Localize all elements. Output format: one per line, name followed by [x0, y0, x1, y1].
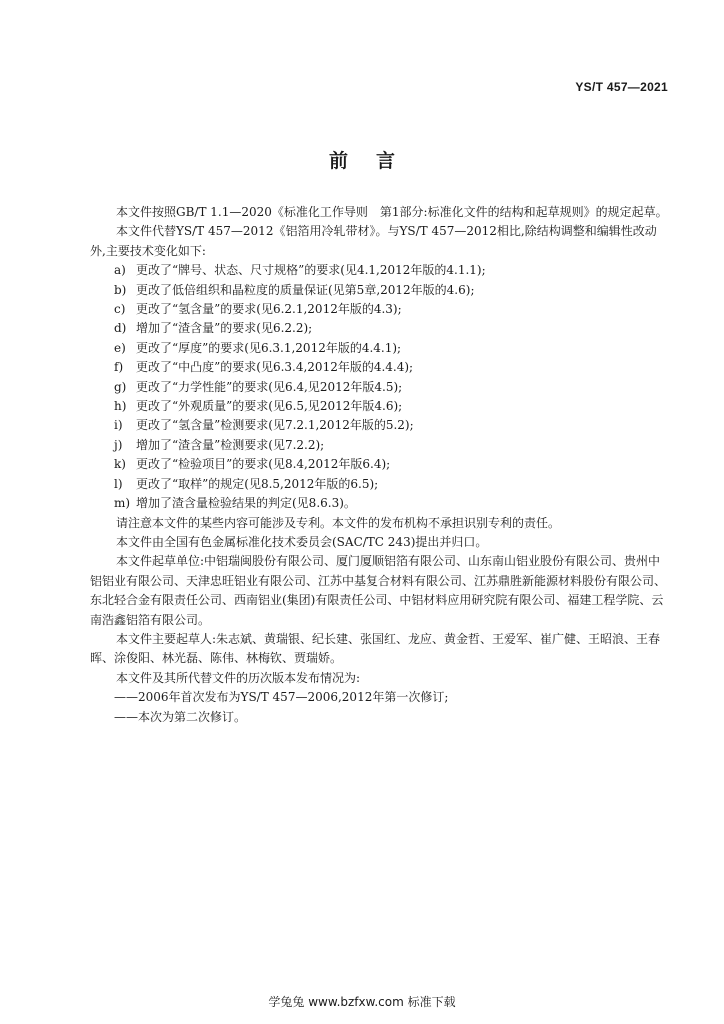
- main-drafters: 本文件主要起草人:朱志斌、黄瑞银、纪长建、张国红、龙应、黄金哲、王爱军、崔广健、王昭浪、王春晖、涂俊阳、林光磊、陈伟、林梅钦、贾瑞娇。: [90, 631, 661, 666]
- list-item-label: k): [114, 457, 126, 472]
- footer-watermark: 学兔兔 www.bzfxw.com 标准下载: [268, 995, 456, 1009]
- list-item-label: i): [114, 418, 123, 433]
- intro-paragraph: 本文件代替YS/T 457—2012《铝箔用冷轧带材》。与YS/T 457—2012相比,除结构调整和编辑性改动外,主要技术变化如下:: [90, 224, 657, 258]
- list-item-text: 增加了渣含量检验结果的判定(见8.6.3)。: [136, 496, 356, 511]
- history-item: ——本次为第二次修订。: [114, 709, 247, 724]
- page-title: 前言: [328, 150, 423, 172]
- list-item: [90, 416, 670, 435]
- document-body: [90, 203, 670, 727]
- list-item-label: j): [114, 437, 123, 452]
- list-item-text: 更改了“氢含量”的要求(见6.2.1,2012年版的4.3);: [136, 302, 402, 317]
- list-item-label: l): [114, 476, 123, 491]
- list-item-label: h): [114, 399, 127, 414]
- list-item-text: 更改了“中凸度”的要求(见6.3.4,2012年版的4.4.4);: [136, 360, 414, 375]
- list-item-label: g): [114, 379, 127, 394]
- list-item: [90, 319, 670, 338]
- list-item: [90, 281, 670, 300]
- list-item-text: 更改了低倍组织和晶粒度的质量保证(见第5章,2012年版的4.6);: [136, 282, 475, 297]
- list-item-label: c): [114, 302, 126, 317]
- list-item: [90, 436, 670, 455]
- drafting-organizations: 本文件起草单位:中铝瑞闽股份有限公司、厦门厦顺铝箔有限公司、山东南山铝业股份有限公司、贵州中铝铝业有限公司、天津忠旺铝业有限公司、江苏中基复合材料有限公司、江苏鼎胜新能源材料股份有限公司、东北轻合金有限责任公司、西南铝业(集团)有限责任公司、中铝材料应用研究院有限公司、福建工程学院、云南浩鑫铝箔有限公司。: [90, 554, 667, 627]
- list-item-text: 更改了“检验项目”的要求(见8.4,2012年版6.4);: [136, 457, 391, 472]
- list-item-text: 更改了“取样”的规定(见8.5,2012年版的6.5);: [136, 476, 379, 491]
- list-item: [90, 339, 670, 358]
- list-item-label: e): [114, 340, 126, 355]
- list-item: [90, 358, 670, 377]
- list-item-text: 更改了“厚度”的要求(见6.3.1,2012年版的4.4.1);: [136, 340, 402, 355]
- list-item-text: 更改了“牌号、状态、尺寸规格”的要求(见4.1,2012年版的4.1.1);: [136, 263, 486, 278]
- list-item-label: m): [114, 496, 131, 511]
- list-item: [90, 494, 670, 513]
- patent-notice: 请注意本文件的某些内容可能涉及专利。本文件的发布机构不承担识别专利的责任。: [116, 515, 561, 530]
- list-item-label: a): [114, 263, 126, 278]
- standard-code: YS/T 457—2021: [575, 80, 668, 94]
- list-item: [90, 261, 670, 280]
- list-item-text: 增加了“渣含量”检测要求(见7.2.2);: [136, 437, 325, 452]
- list-item-label: d): [114, 321, 127, 336]
- history-item: ——2006年首次发布为YS/T 457—2006,2012年第一次修订;: [114, 690, 449, 705]
- intro-paragraph: 本文件按照GB/T 1.1—2020《标准化工作导则 第1部分:标准化文件的结构和起草规则》的规定起草。: [116, 205, 668, 219]
- list-item: [90, 397, 670, 416]
- list-item-text: 更改了“力学性能”的要求(见6.4,见2012年版4.5);: [136, 379, 403, 394]
- list-item-text: 更改了“氢含量”检测要求(见7.2.1,2012年版的5.2);: [136, 418, 414, 433]
- committee-statement: 本文件由全国有色金属标准化技术委员会(SAC/TC 243)提出并归口。: [116, 534, 488, 549]
- list-item: [90, 300, 670, 319]
- list-item-text: 增加了“渣含量”的要求(见6.2.2);: [136, 321, 313, 336]
- list-item: [90, 378, 670, 397]
- list-item: [90, 475, 670, 494]
- list-item-text: 更改了“外观质量”的要求(见6.5,见2012年版4.6);: [136, 399, 403, 414]
- changes-list: [90, 261, 670, 513]
- list-item-label: f): [114, 360, 124, 375]
- history-intro: 本文件及其所代替文件的历次版本发布情况为:: [116, 670, 361, 685]
- list-item: [90, 455, 670, 474]
- list-item-label: b): [114, 282, 127, 297]
